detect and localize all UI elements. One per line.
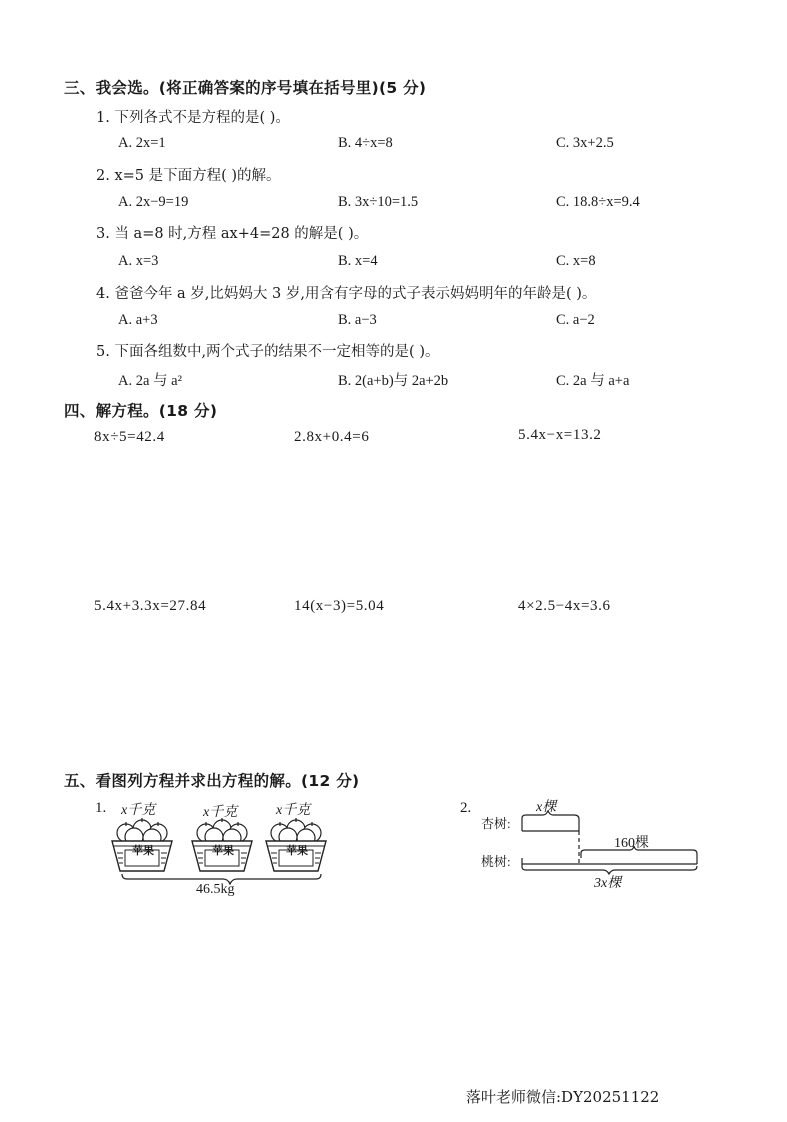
section5-title: 五、看图列方程并求出方程的解。(12 分) (64, 772, 360, 790)
extra-length-label: 160棵 (614, 836, 649, 851)
line-segment-diagram (515, 810, 710, 875)
equation-5: 14(x−3)=5.04 (294, 598, 385, 614)
question-2-option-b: B. 3x÷10=1.5 (338, 194, 419, 210)
basket-1-text: 苹果 (132, 844, 154, 857)
equation-1: 8x÷5=42.4 (94, 429, 165, 445)
question-5-option-a: A. 2a 与 a² (118, 373, 182, 389)
question-5-option-c: C. 2a 与 a+a (556, 373, 630, 389)
question-2-option-a: A. 2x−9=19 (118, 194, 189, 210)
footer-contact: 落叶老师微信:DY20251122 (466, 1088, 660, 1106)
equation-4: 5.4x+3.3x=27.84 (94, 598, 207, 614)
peach-total-label: 3x棵 (594, 876, 622, 891)
question-5-stem: 5. 下面各组数中,两个式子的结果不一定相等的是( )。 (96, 344, 440, 360)
peach-total-brace (522, 864, 697, 874)
question-3-option-a: A. x=3 (118, 253, 159, 269)
apricot-row-label: 杏树: (481, 816, 511, 831)
basket-3-text: 苹果 (286, 844, 308, 857)
apricot-length-label: x棵 (536, 800, 557, 815)
basket-1-label: x千克 (121, 803, 156, 818)
extra-brace (581, 846, 697, 864)
apricot-brace (522, 811, 579, 831)
question-1-option-a: A. 2x=1 (118, 135, 166, 151)
question-4-stem: 4. 爸爸今年 a 岁,比妈妈大 3 岁,用含有字母的式子表示妈妈明年的年龄是( )。 (96, 286, 597, 302)
peach-row-label: 桃树: (481, 854, 511, 869)
question-5-option-b: B. 2(a+b)与 2a+2b (338, 373, 449, 389)
total-weight-label: 46.5kg (196, 882, 235, 897)
question-1-option-b: B. 4÷x=8 (338, 135, 393, 151)
section3-title: 三、我会选。(将正确答案的序号填在括号里)(5 分) (64, 79, 427, 97)
figure-1-number: 1. (95, 800, 107, 816)
question-2-stem: 2. x=5 是下面方程( )的解。 (96, 168, 281, 184)
question-1-stem: 1. 下列各式不是方程的是( )。 (96, 110, 290, 126)
question-3-option-c: C. x=8 (556, 253, 596, 269)
basket-2-text: 苹果 (212, 844, 234, 857)
question-4-option-a: A. a+3 (118, 312, 158, 328)
question-3-option-b: B. x=4 (338, 253, 378, 269)
question-4-option-b: B. a−3 (338, 312, 377, 328)
figure-2-number: 2. (460, 800, 472, 816)
question-1-option-c: C. 3x+2.5 (556, 135, 614, 151)
basket-3-label: x千克 (276, 803, 311, 818)
basket-2-label: x千克 (203, 805, 238, 820)
equation-6: 4×2.5−4x=3.6 (518, 598, 611, 614)
section4-title: 四、解方程。(18 分) (64, 402, 218, 420)
question-2-option-c: C. 18.8÷x=9.4 (556, 194, 640, 210)
question-4-option-c: C. a−2 (556, 312, 595, 328)
equation-3: 5.4x−x=13.2 (518, 427, 602, 443)
question-3-stem: 3. 当 a=8 时,方程 ax+4=28 的解是( )。 (96, 226, 369, 242)
equation-2: 2.8x+0.4=6 (294, 429, 370, 445)
